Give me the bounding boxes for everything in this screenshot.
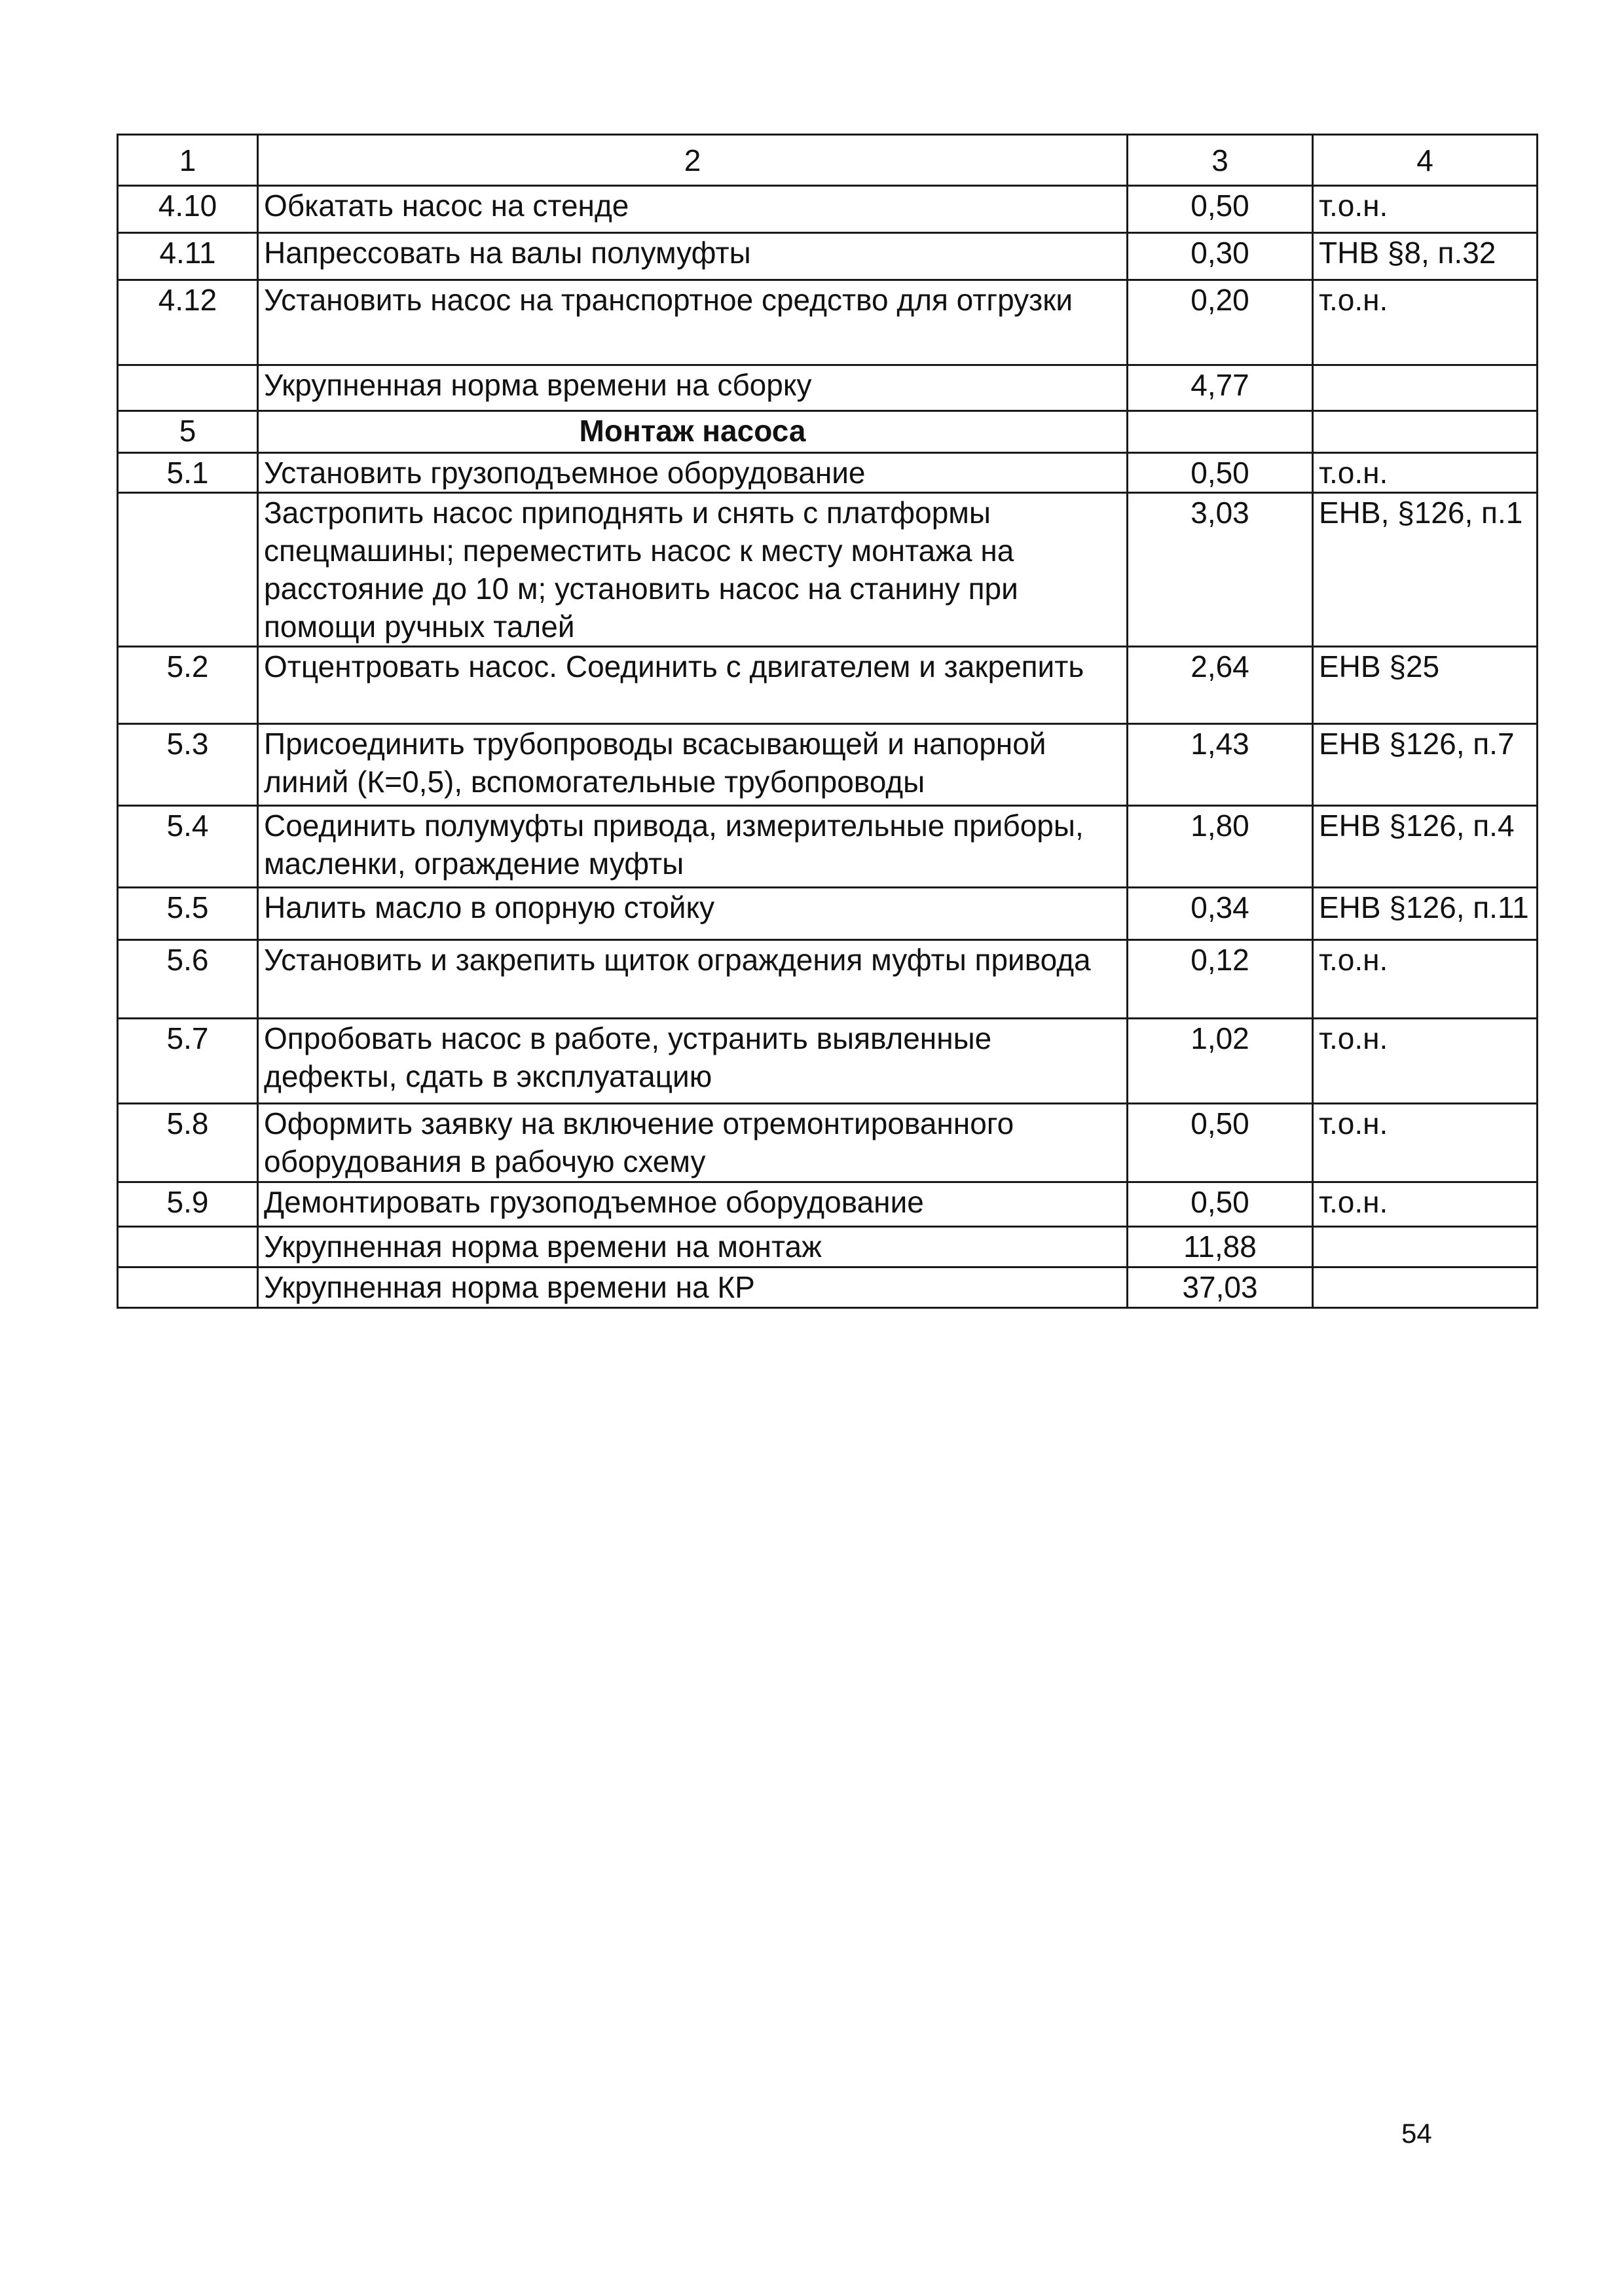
table-row	[118, 647, 1538, 724]
header-col-4: 4	[1313, 135, 1538, 186]
row-norm: 0,50	[1128, 1182, 1313, 1227]
row-number: 4.11	[118, 233, 258, 280]
table-row	[118, 1019, 1538, 1104]
row-norm: 11,88	[1128, 1227, 1313, 1267]
section-title: Монтаж насоса	[258, 411, 1128, 453]
row-reference: ЕНВ §25	[1313, 647, 1538, 724]
row-description: Установить насос на транспортное средство для отгрузки	[258, 280, 1128, 365]
row-norm	[1128, 411, 1313, 453]
header-col-2: 2	[258, 135, 1128, 186]
row-number	[118, 493, 258, 647]
row-norm: 0,20	[1128, 280, 1313, 365]
row-number: 5.1	[118, 453, 258, 493]
table-row	[118, 493, 1538, 647]
row-reference: ЕНВ §126, п.7	[1313, 724, 1538, 806]
row-norm: 0,50	[1128, 186, 1313, 233]
row-reference: т.о.н.	[1313, 1104, 1538, 1182]
row-reference: т.о.н.	[1313, 1019, 1538, 1104]
row-reference: т.о.н.	[1313, 280, 1538, 365]
row-reference: т.о.н.	[1313, 1182, 1538, 1227]
row-description: Обкатать насос на стенде	[258, 186, 1128, 233]
row-number: 4.10	[118, 186, 258, 233]
row-description: Демонтировать грузоподъемное оборудование	[258, 1182, 1128, 1227]
norms-table	[117, 134, 1538, 1309]
row-description: Опробовать насос в работе, устранить выявленные дефекты, сдать в эксплуатацию	[258, 1019, 1128, 1104]
table-row	[118, 453, 1538, 493]
row-norm: 0,34	[1128, 888, 1313, 940]
row-norm: 0,50	[1128, 453, 1313, 493]
row-number: 5.7	[118, 1019, 258, 1104]
row-description: Налить масло в опорную стойку	[258, 888, 1128, 940]
row-reference: ТНВ §8, п.32	[1313, 233, 1538, 280]
subtotal-row	[118, 365, 1538, 411]
table-row	[118, 724, 1538, 806]
row-reference	[1313, 1227, 1538, 1267]
row-description: Укрупненная норма времени на монтаж	[258, 1227, 1128, 1267]
row-description: Присоединить трубопроводы всасывающей и напорной линий (К=0,5), вспомогательные трубопроводы	[258, 724, 1128, 806]
row-norm: 2,64	[1128, 647, 1313, 724]
page-number: 54	[1401, 2118, 1432, 2149]
row-number	[118, 365, 258, 411]
row-norm: 4,77	[1128, 365, 1313, 411]
row-reference: ЕНВ §126, п.11	[1313, 888, 1538, 940]
row-number: 4.12	[118, 280, 258, 365]
header-col-1: 1	[118, 135, 258, 186]
subtotal-row	[118, 1227, 1538, 1267]
row-number: 5.9	[118, 1182, 258, 1227]
table-row	[118, 1182, 1538, 1227]
row-description: Укрупненная норма времени на сборку	[258, 365, 1128, 411]
row-number: 5.5	[118, 888, 258, 940]
row-description: Застропить насос приподнять и снять с платформы спецмашины; переместить насос к месту монтажа на расстояние до 10 м; установить насос на станину при помощи ручных талей	[258, 493, 1128, 647]
table-row	[118, 940, 1538, 1019]
row-reference	[1313, 1267, 1538, 1308]
row-number	[118, 1227, 258, 1267]
row-number: 5.2	[118, 647, 258, 724]
row-description: Укрупненная норма времени на КР	[258, 1267, 1128, 1308]
row-number: 5.6	[118, 940, 258, 1019]
row-norm: 0,50	[1128, 1104, 1313, 1182]
row-norm: 3,03	[1128, 493, 1313, 647]
row-reference	[1313, 411, 1538, 453]
row-reference: ЕНВ, §126, п.1	[1313, 493, 1538, 647]
table-row	[118, 233, 1538, 280]
table-row	[118, 280, 1538, 365]
row-number: 5.8	[118, 1104, 258, 1182]
table-row	[118, 888, 1538, 940]
section-header-row	[118, 411, 1538, 453]
section-number: 5	[118, 411, 258, 453]
table-header-row	[118, 135, 1538, 186]
row-description: Отцентровать насос. Соединить с двигателем и закрепить	[258, 647, 1128, 724]
row-norm: 0,12	[1128, 940, 1313, 1019]
total-row	[118, 1267, 1538, 1308]
row-reference: т.о.н.	[1313, 940, 1538, 1019]
header-col-3: 3	[1128, 135, 1313, 186]
row-number: 5.3	[118, 724, 258, 806]
row-norm: 0,30	[1128, 233, 1313, 280]
row-norm: 1,02	[1128, 1019, 1313, 1104]
row-norm: 1,43	[1128, 724, 1313, 806]
table-row	[118, 806, 1538, 888]
table-row	[118, 186, 1538, 233]
row-reference: ЕНВ §126, п.4	[1313, 806, 1538, 888]
row-reference: т.о.н.	[1313, 186, 1538, 233]
table-row	[118, 1104, 1538, 1182]
row-description: Установить и закрепить щиток ограждения муфты привода	[258, 940, 1128, 1019]
row-reference: т.о.н.	[1313, 453, 1538, 493]
row-norm: 37,03	[1128, 1267, 1313, 1308]
row-description: Напрессовать на валы полумуфты	[258, 233, 1128, 280]
row-description: Оформить заявку на включение отремонтированного оборудования в рабочую схему	[258, 1104, 1128, 1182]
row-reference	[1313, 365, 1538, 411]
row-number: 5.4	[118, 806, 258, 888]
row-description: Соединить полумуфты привода, измерительные приборы, масленки, ограждение муфты	[258, 806, 1128, 888]
row-description: Установить грузоподъемное оборудование	[258, 453, 1128, 493]
row-norm: 1,80	[1128, 806, 1313, 888]
row-number	[118, 1267, 258, 1308]
